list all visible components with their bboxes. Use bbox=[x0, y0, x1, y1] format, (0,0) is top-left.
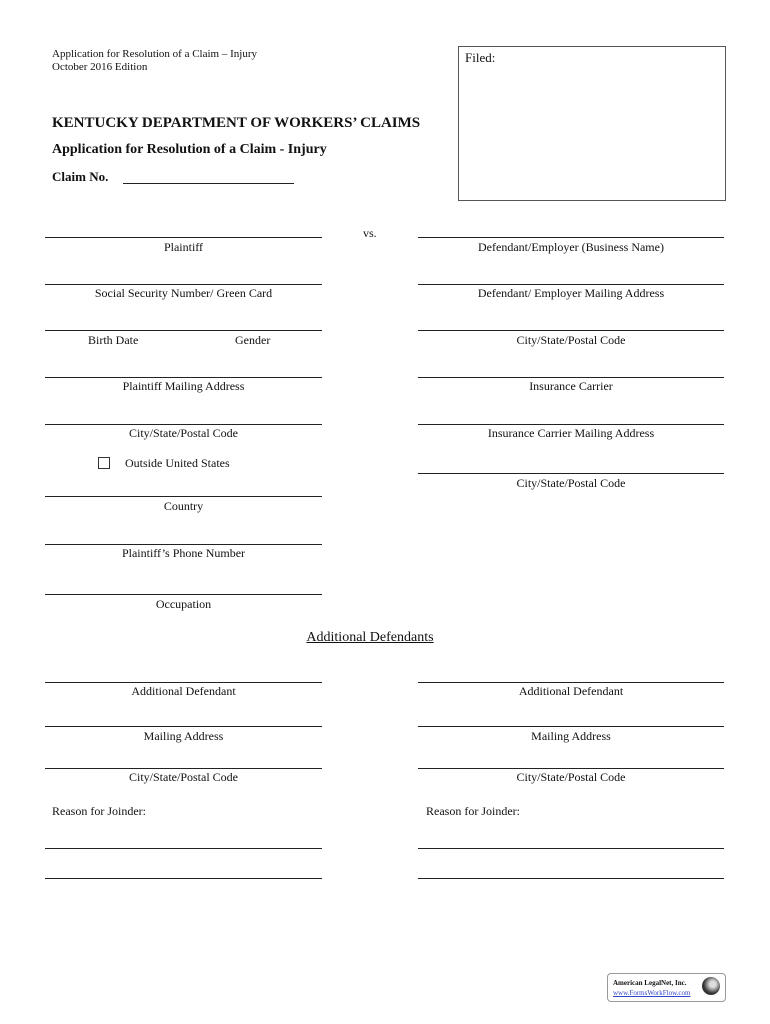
reason-1-label: Reason for Joinder: bbox=[52, 804, 146, 818]
carrier-city-field[interactable] bbox=[418, 473, 724, 474]
additional-defendant-2-field[interactable] bbox=[418, 682, 724, 683]
occupation-field[interactable] bbox=[45, 594, 322, 595]
ssn-field[interactable] bbox=[45, 284, 322, 285]
form-name: Application for Resolution of a Claim – Injury bbox=[52, 48, 257, 60]
country-label: Country bbox=[163, 499, 204, 513]
carrier-mailing-field[interactable] bbox=[418, 424, 724, 425]
filed-box bbox=[458, 46, 726, 201]
birth-date-label: Birth Date bbox=[88, 333, 139, 347]
globe-icon bbox=[702, 977, 720, 995]
additional-mailing-1-label: Mailing Address bbox=[143, 729, 224, 743]
phone-field[interactable] bbox=[45, 544, 322, 545]
additional-mailing-1-field[interactable] bbox=[45, 726, 322, 727]
footer-company: American LegalNet, Inc. bbox=[613, 979, 687, 987]
additional-city-2-label: City/State/Postal Code bbox=[516, 770, 626, 784]
occupation-label: Occupation bbox=[155, 597, 212, 611]
carrier-label: Insurance Carrier bbox=[529, 379, 613, 393]
additional-defendants-heading: Additional Defendants bbox=[306, 630, 434, 645]
plaintiff-mailing-label: Plaintiff Mailing Address bbox=[122, 379, 245, 393]
footer-logo bbox=[607, 973, 726, 1002]
country-field[interactable] bbox=[45, 496, 322, 497]
carrier-mailing-label: Insurance Carrier Mailing Address bbox=[487, 426, 655, 440]
additional-defendant-2-label: Additional Defendant bbox=[518, 684, 624, 698]
vs-label: vs. bbox=[363, 226, 377, 240]
agency-title: KENTUCKY DEPARTMENT OF WORKERS’ CLAIMS bbox=[52, 115, 421, 131]
birth-gender-field[interactable] bbox=[45, 330, 322, 331]
plaintiff-city-field[interactable] bbox=[45, 424, 322, 425]
phone-label: Plaintiff’s Phone Number bbox=[121, 546, 246, 560]
additional-city-2-field[interactable] bbox=[418, 768, 724, 769]
carrier-city-label: City/State/Postal Code bbox=[516, 476, 626, 490]
reason-2-line-2[interactable] bbox=[418, 878, 724, 879]
additional-mailing-2-field[interactable] bbox=[418, 726, 724, 727]
footer-url[interactable]: www.FormsWorkFlow.com bbox=[613, 989, 691, 997]
additional-defendant-1-label: Additional Defendant bbox=[131, 684, 236, 698]
defendant-mailing-field[interactable] bbox=[418, 284, 724, 285]
reason-1-line-2[interactable] bbox=[45, 878, 322, 879]
reason-2-line-1[interactable] bbox=[418, 848, 724, 849]
additional-defendant-1-field[interactable] bbox=[45, 682, 322, 683]
filed-label: Filed: bbox=[465, 50, 496, 65]
edition: October 2016 Edition bbox=[52, 61, 148, 73]
defendant-city-label: City/State/Postal Code bbox=[516, 333, 626, 347]
ssn-label: Social Security Number/ Green Card bbox=[94, 286, 273, 300]
plaintiff-field[interactable] bbox=[45, 237, 322, 238]
claim-no-label: Claim No. bbox=[52, 169, 109, 184]
gender-label: Gender bbox=[235, 333, 271, 347]
defendant-label: Defendant/Employer (Business Name) bbox=[478, 240, 664, 254]
plaintiff-label: Plaintiff bbox=[163, 240, 204, 254]
defendant-city-field[interactable] bbox=[418, 330, 724, 331]
additional-city-1-field[interactable] bbox=[45, 768, 322, 769]
plaintiff-mailing-field[interactable] bbox=[45, 377, 322, 378]
defendant-field[interactable] bbox=[418, 237, 724, 238]
additional-city-1-label: City/State/Postal Code bbox=[128, 770, 238, 784]
carrier-field[interactable] bbox=[418, 377, 724, 378]
form-title: Application for Resolution of a Claim - Injury bbox=[52, 142, 327, 157]
claim-no-field[interactable] bbox=[123, 183, 294, 184]
outside-us-label: Outside United States bbox=[125, 456, 230, 470]
defendant-mailing-label: Defendant/ Employer Mailing Address bbox=[477, 286, 665, 300]
reason-2-label: Reason for Joinder: bbox=[426, 804, 520, 818]
additional-mailing-2-label: Mailing Address bbox=[531, 729, 611, 743]
plaintiff-city-label: City/State/Postal Code bbox=[128, 426, 238, 440]
outside-us-checkbox[interactable] bbox=[98, 457, 110, 469]
reason-1-line-1[interactable] bbox=[45, 848, 322, 849]
